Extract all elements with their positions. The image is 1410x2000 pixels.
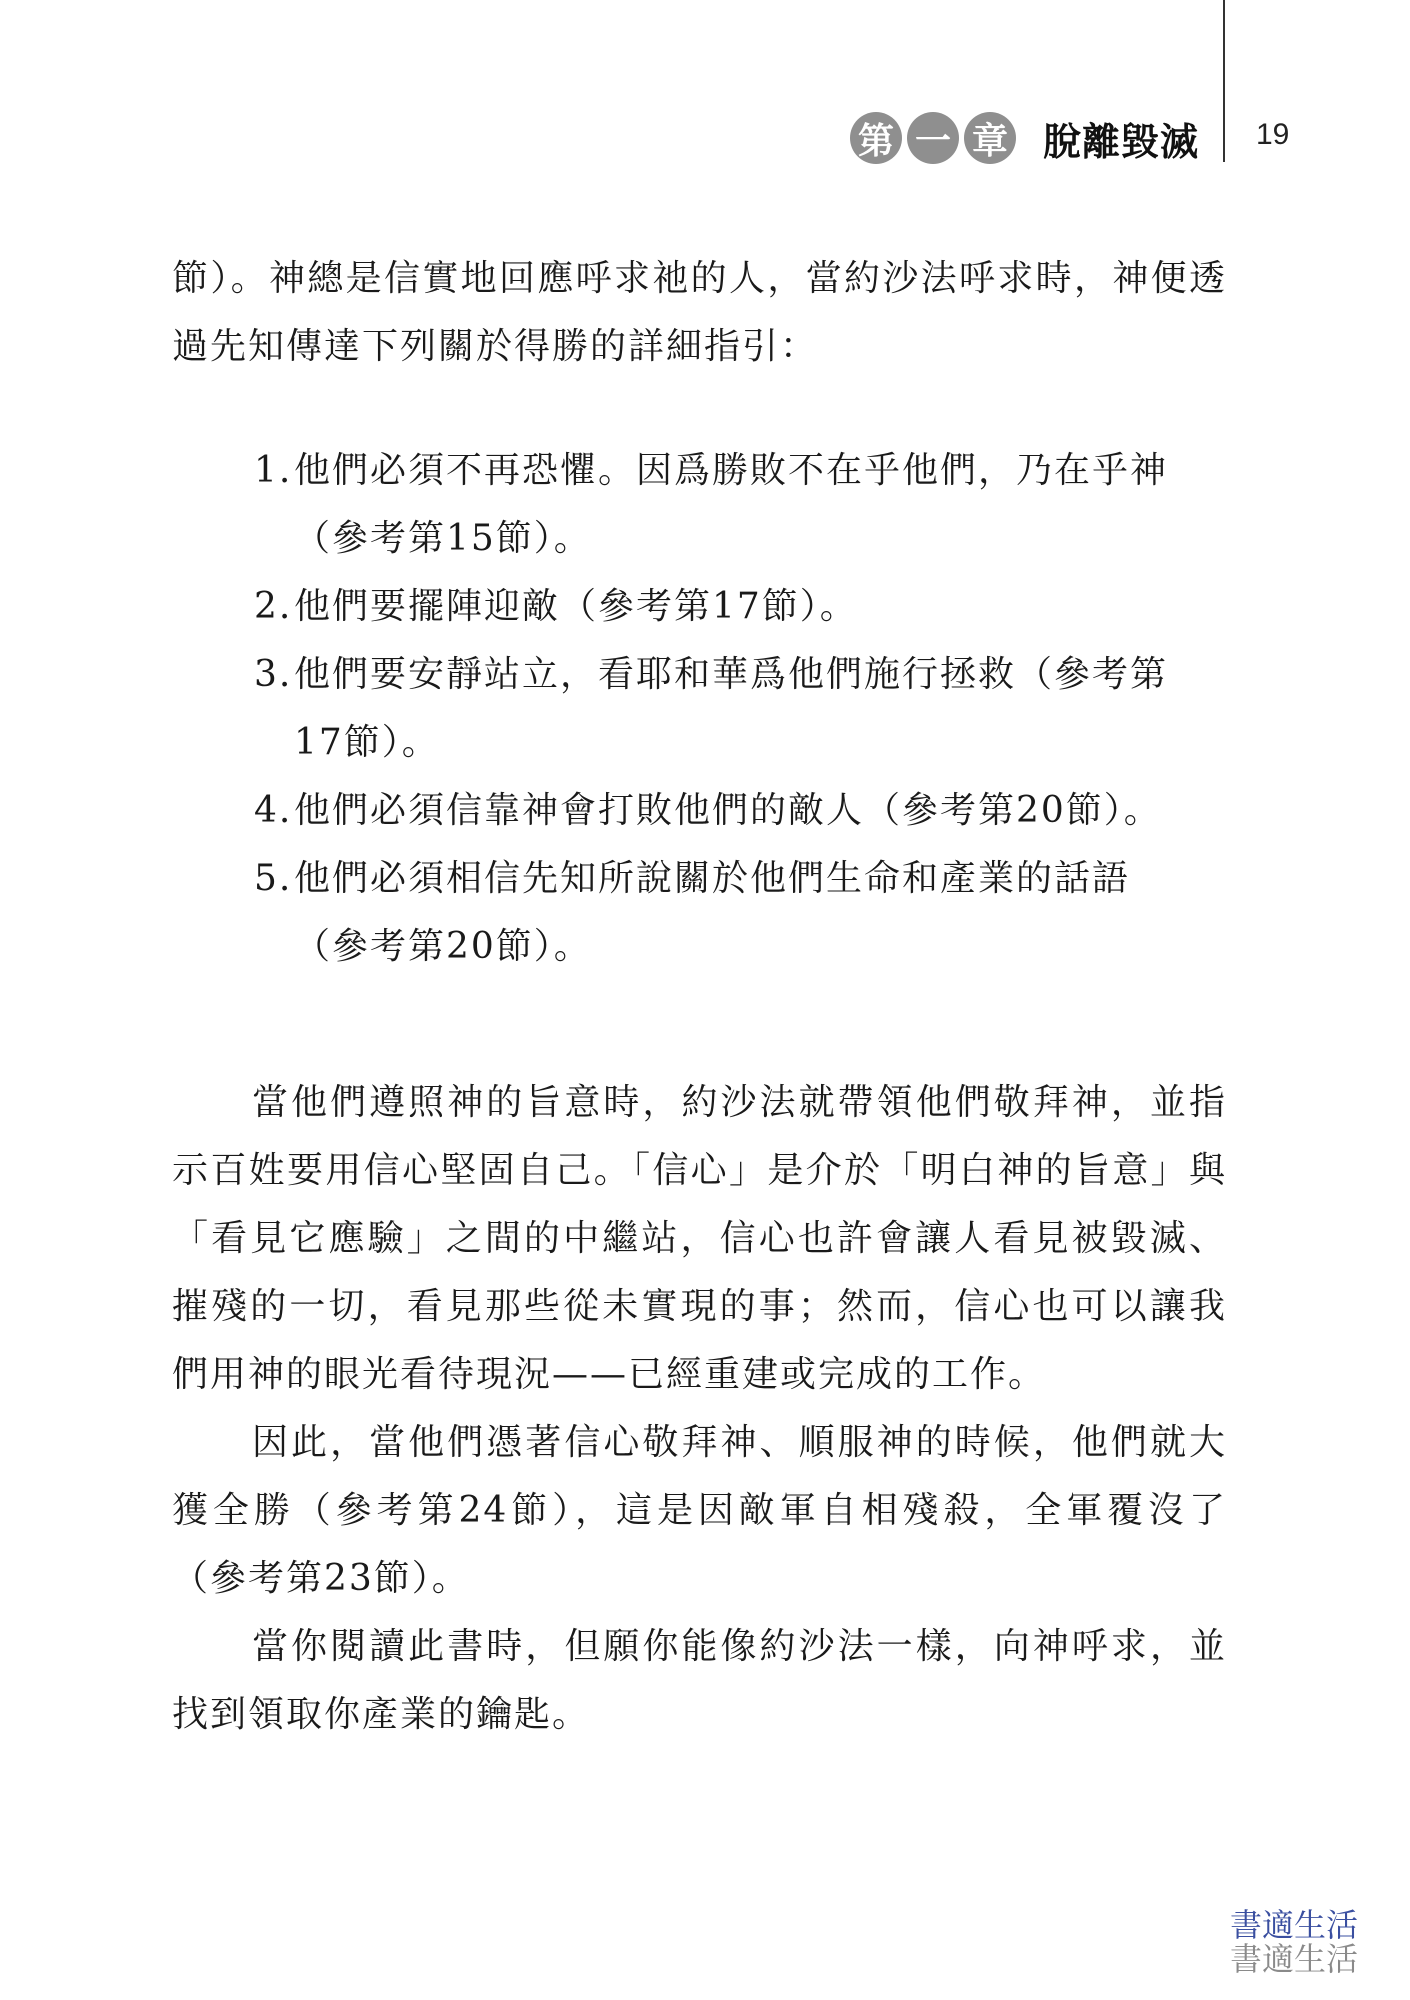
list-item xyxy=(254,437,1169,573)
list-item-text: 他們要擺陣迎敵（參考第17節）。 xyxy=(294,586,858,627)
page-number: 19 xyxy=(1256,118,1290,151)
list-item-number: 1. xyxy=(254,450,293,491)
list-item xyxy=(254,641,1169,777)
list-item xyxy=(254,845,1169,981)
list-item-text: 他們必須相信先知所說關於他們生命和產業的話語（參考第20節）。 xyxy=(294,858,1131,967)
list-item-text: 他們要安靜站立，看耶和華爲他們施行拯救（參考第17節）。 xyxy=(294,654,1169,763)
paragraph-intro: 節）。神總是信實地回應呼求祂的人，當約沙法呼求時，神便透過先知傳達下列關於得勝的詳細指引： xyxy=(172,258,1227,367)
list-item-number: 4. xyxy=(254,790,293,831)
running-header xyxy=(850,103,1199,173)
list-item xyxy=(254,573,1169,641)
header-divider-line xyxy=(1223,0,1225,162)
paragraph-victory: 因此，當他們憑著信心敬拜神、順服神的時候，他們就大獲全勝（參考第24節），這是因敵軍自相殘殺，全軍覆沒了（參考第23節）。 xyxy=(172,1422,1227,1599)
page-body xyxy=(172,245,1227,1749)
guidance-list xyxy=(172,437,1169,981)
list-item-text: 他們必須信靠神會打敗他們的敵人（參考第20節）。 xyxy=(294,790,1162,831)
list-item xyxy=(254,777,1169,845)
publisher-name: 書適生活 xyxy=(1229,1906,1358,1944)
chapter-char-3: 章 xyxy=(964,112,1016,164)
publisher-watermark xyxy=(1230,1908,1358,1976)
paragraph-closing: 當你閱讀此書時，但願你能像約沙法一樣，向神呼求，並找到領取你產業的鑰匙。 xyxy=(172,1626,1227,1735)
chapter-char-1: 第 xyxy=(850,112,902,164)
list-item-number: 2. xyxy=(254,586,293,627)
paragraph-worship: 當他們遵照神的旨意時，約沙法就帶領他們敬拜神，並指示百姓要用信心堅固自己。「信心」是介於「明白神的旨意」與「看見它應驗」之間的中繼站，信心也許會讓人看見被毀滅、摧殘的一切，看見那些從未實現的事；然而，信心也可以讓我們用神的眼光看待現況——已經重建或完成的工作。 xyxy=(172,1082,1227,1395)
publisher-name-echo: 書適生活 xyxy=(1229,1940,1358,1978)
chapter-title: 脫離毀滅 xyxy=(1043,118,1200,164)
chapter-char-2: 一 xyxy=(907,112,959,164)
list-item-text: 他們必須不再恐懼。因爲勝敗不在乎他們，乃在乎神（參考第15節）。 xyxy=(294,450,1169,559)
list-item-number: 3. xyxy=(254,654,293,695)
list-item-number: 5. xyxy=(254,858,293,899)
